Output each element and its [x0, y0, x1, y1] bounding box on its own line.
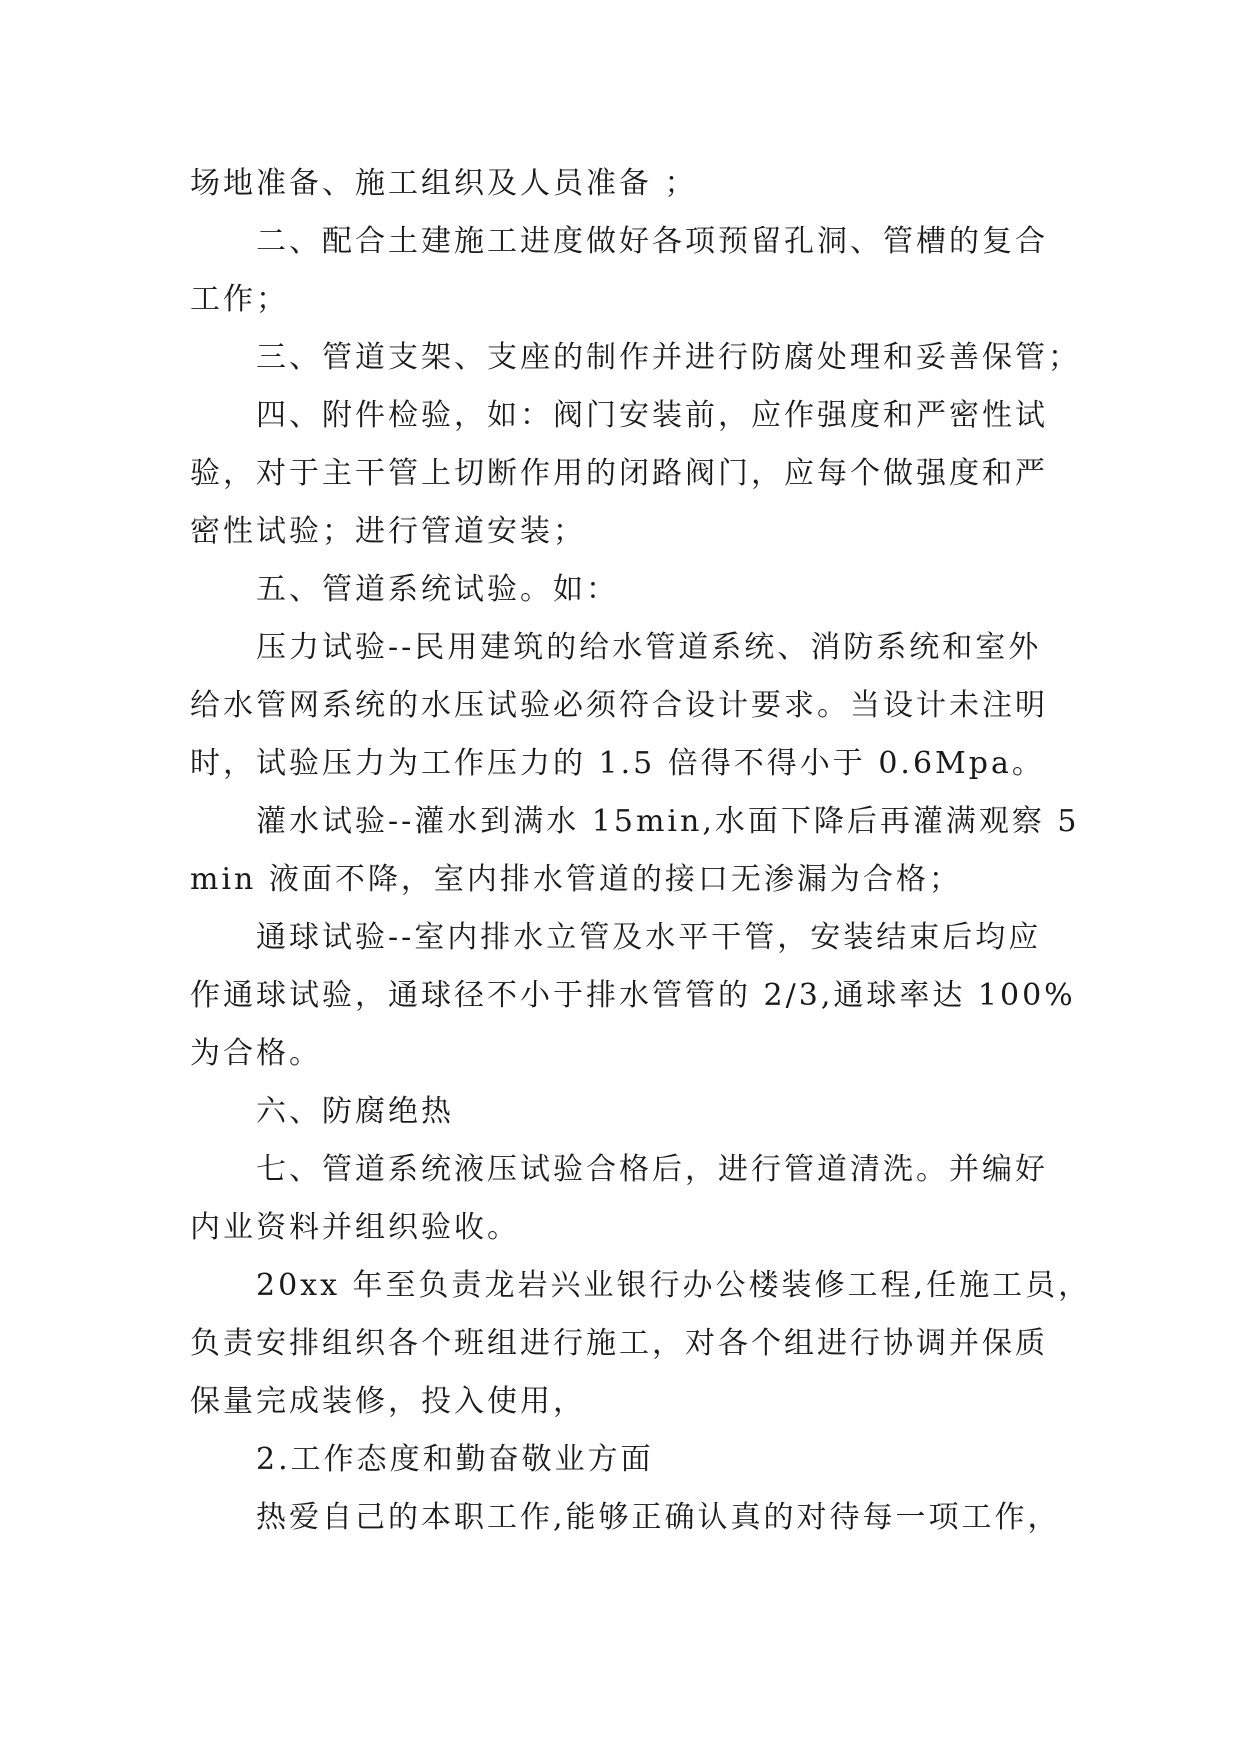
text-line-6: 验，对于主干管上切断作用的闭路阀门，应每个做强度和严 [190, 456, 1048, 491]
document-body [190, 155, 1092, 1547]
text-line-8: 五、管道系统试验。如： [256, 572, 619, 607]
text-line-13: min 液面不降，室内排水管道的接口无渗漏为合格； [190, 862, 962, 897]
text-line-10: 给水管网系统的水压试验必须符合设计要求。当设计未注明 [190, 688, 1048, 723]
text-line-14: 通球试验--室内排水立管及水平干管，安装结束后均应 [256, 920, 1042, 955]
text-line-3: 工作； [190, 282, 289, 317]
text-line-22: 保量完成装修，投入使用， [190, 1384, 586, 1419]
text-line-5: 四、附件检验，如：阀门安装前，应作强度和严密性试 [256, 398, 1048, 433]
text-line-12: 灌水试验--灌水到满水 15min,水面下降后再灌满观察 5 [256, 804, 1080, 839]
text-line-21: 负责安排组织各个班组进行施工，对各个组进行协调并保质 [190, 1326, 1048, 1361]
text-line-24: 热爱自己的本职工作,能够正确认真的对待每一项工作， [256, 1500, 1061, 1535]
text-line-20: 20xx 年至负责龙岩兴业银行办公楼装修工程,任施工员， [256, 1268, 1092, 1303]
text-line-17: 六、防腐绝热 [256, 1094, 454, 1129]
text-line-1: 场地准备、施工组织及人员准备 ； [190, 166, 698, 201]
text-line-4: 三、管道支架、支座的制作并进行防腐处理和妥善保管； [256, 340, 1081, 375]
text-line-16: 为合格。 [190, 1036, 322, 1071]
text-line-7: 密性试验；进行管道安装； [190, 514, 586, 549]
text-line-11: 时，试验压力为工作压力的 1.5 倍得不得小于 0.6Mpa。 [190, 746, 1045, 781]
text-line-18: 七、管道系统液压试验合格后，进行管道清洗。并编好 [256, 1152, 1048, 1187]
text-line-15: 作通球试验，通球径不小于排水管管的 2/3,通球率达 100% [190, 978, 1076, 1013]
text-line-2: 二、配合土建施工进度做好各项预留孔洞、管槽的复合 [256, 224, 1048, 259]
text-line-9: 压力试验--民用建筑的给水管道系统、消防系统和室外 [256, 630, 1042, 665]
text-line-19: 内业资料并组织验收。 [190, 1210, 520, 1245]
text-line-23: 2.工作态度和勤奋敬业方面 [256, 1442, 654, 1477]
